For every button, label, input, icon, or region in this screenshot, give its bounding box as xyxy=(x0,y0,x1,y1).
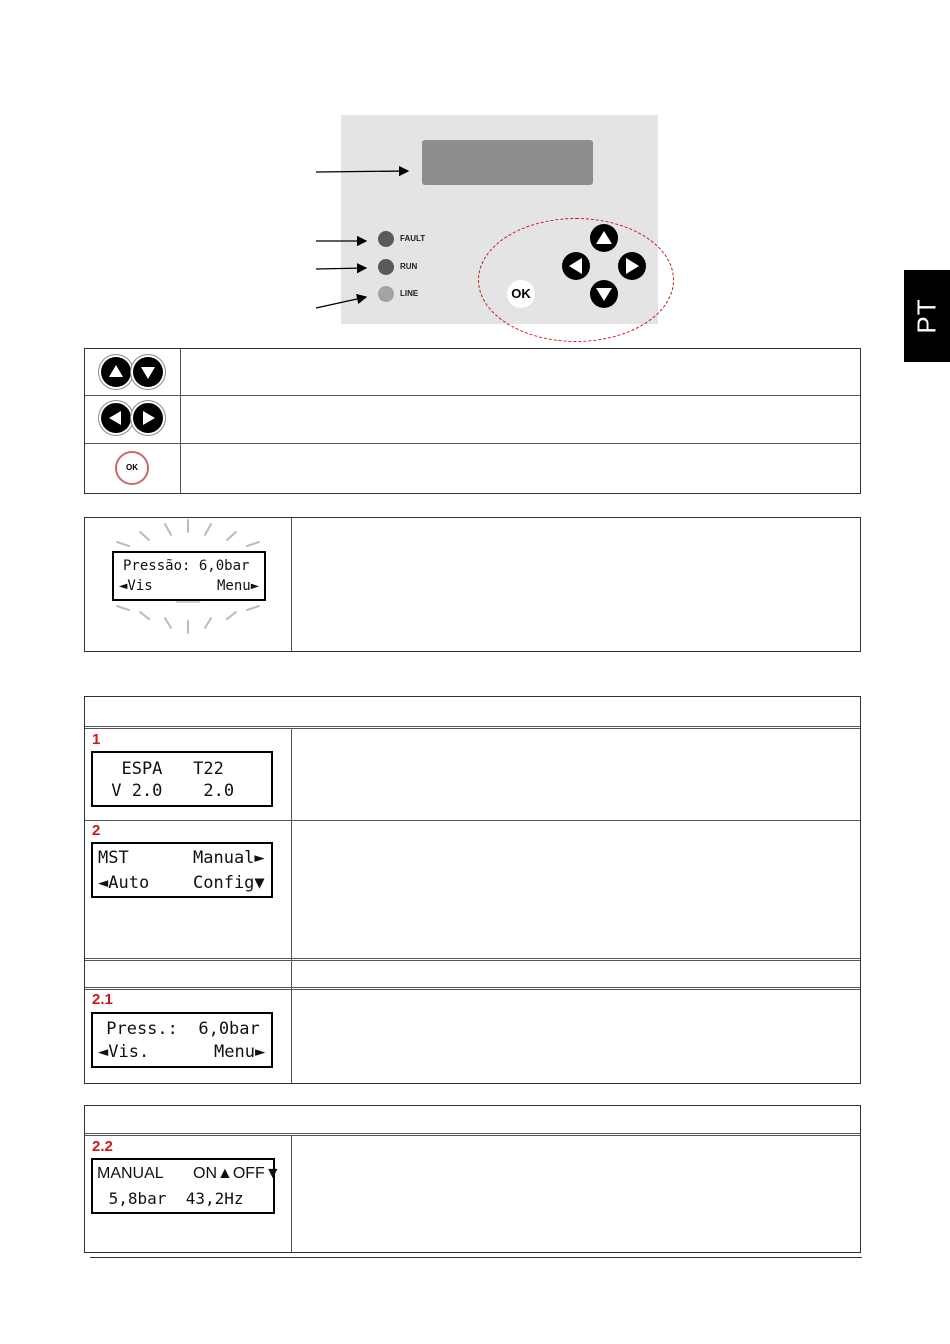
menu-steps-table xyxy=(84,696,861,1084)
left-right-keys xyxy=(101,403,163,433)
step-2-2-line1-left: MANUAL xyxy=(97,1165,164,1182)
manual-step-table xyxy=(84,1105,861,1253)
blink-display-line2-left: ◄Vis xyxy=(119,578,153,594)
step-2-number: 2 xyxy=(92,822,101,839)
key-legend-table xyxy=(84,348,861,494)
blink-display-line1: Pressão: 6,0bar xyxy=(123,558,250,574)
step-2-line1-right: Manual► xyxy=(193,848,265,868)
step-2-1-line2-left: ◄Vis. xyxy=(98,1042,150,1062)
run-led-label: RUN xyxy=(400,262,418,271)
display-pointer-arrow xyxy=(316,171,408,172)
fault-led-label: FAULT xyxy=(400,234,426,243)
step-2-2-line2: 5,8bar 43,2Hz xyxy=(99,1189,244,1208)
step-2-1-line1: Press.: 6,0bar xyxy=(96,1019,260,1039)
language-tab-label: PT xyxy=(911,298,942,334)
step-1-line1: ESPA T22 xyxy=(101,759,224,779)
step-2-line1-left: MST xyxy=(98,848,129,868)
footer-rule xyxy=(90,1257,862,1258)
display-blink-table xyxy=(84,517,861,652)
line-led-label: LINE xyxy=(400,289,419,298)
up-key-icon xyxy=(101,357,131,387)
line-pointer-arrow xyxy=(316,297,366,308)
run-pointer-arrow xyxy=(316,268,366,269)
right-key-icon xyxy=(133,403,163,433)
blink-display-line2-right: Menu► xyxy=(217,578,260,594)
step-2-line2-left: ◄Auto xyxy=(98,873,150,893)
pointer-arrows xyxy=(0,0,950,340)
step-1-line2: V 2.0 2.0 xyxy=(101,781,235,801)
step-2-2-line1-right: ON▲OFF▼ xyxy=(193,1165,281,1182)
step-1-number: 1 xyxy=(92,731,101,748)
ok-button[interactable]: OK xyxy=(507,280,535,308)
step-2-2-number: 2.2 xyxy=(92,1138,113,1155)
ok-key-icon: OK xyxy=(115,451,149,485)
step-2-line2-right: Config▼ xyxy=(193,873,265,893)
step-2-display xyxy=(91,842,273,898)
step-2-2-display xyxy=(91,1158,281,1214)
step-2-1-line2-right: Menu► xyxy=(214,1042,266,1062)
step-2-1-number: 2.1 xyxy=(92,991,113,1008)
step-1-display xyxy=(91,751,273,807)
down-key-icon xyxy=(133,357,163,387)
left-key-icon xyxy=(101,403,131,433)
up-down-keys xyxy=(101,357,163,387)
blink-display xyxy=(112,551,266,601)
step-2-1-display xyxy=(91,1012,273,1068)
